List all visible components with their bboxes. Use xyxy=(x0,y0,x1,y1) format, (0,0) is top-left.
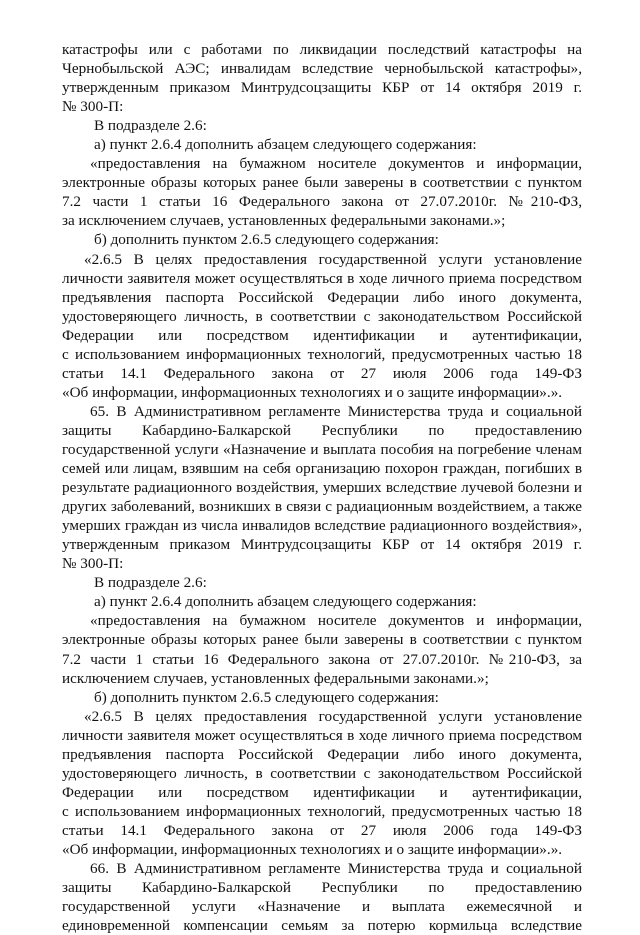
text-line: 65. В Административном регламенте Министерства труда и социальной xyxy=(90,402,582,420)
text-line: защиты Кабардино-Балкарской Республики по предоставлению xyxy=(62,421,582,439)
text-line: Федерации или посредством идентификации и аутентификации, xyxy=(62,326,582,344)
text-line: предъявления паспорта Российской Федерации либо иного документа, xyxy=(62,745,582,763)
text-line: личности заявителя может осуществляться в ходе личного приема посредством xyxy=(62,269,582,287)
text-line: катастрофы или с работами по ликвидации последствий катастрофы на xyxy=(62,41,582,58)
text-line: с использованием информационных технологий, предусмотренных частью 18 xyxy=(62,345,582,363)
text-line: других заболеваний, возникших в связи с радиационным воздействием, а также xyxy=(62,498,582,516)
text-line: № 300-П: xyxy=(62,98,124,116)
text-line: единовременной компенсации семьям за потерю кормильца вследствие xyxy=(62,917,582,935)
text-line: Чернобыльской АЭС; инвалидам вследствие чернобыльской катастрофы», xyxy=(62,60,582,78)
text-line: утвержденным приказом Минтрудсоцзащиты КБР от 14 октября 2019 г. xyxy=(62,79,582,97)
text-line: 7.2 части 1 статьи 16 Федерального закона от 27.07.2010г. №210-ФЗ, xyxy=(62,193,582,211)
text-line: В подразделе 2.6: xyxy=(94,574,207,592)
text-line: государственной услуги «Назначение и выплата пособия на погребение членам xyxy=(62,440,582,458)
text-line: «Об информации, информационных технологиях и о защите информации».». xyxy=(62,840,563,858)
text-line: 66. В Административном регламенте Министерства труда и социальной xyxy=(90,860,582,878)
text-line: 7.2 части 1 статьи 16 Федерального закона от 27.07.2010г. №210-ФЗ, за xyxy=(62,650,582,668)
text-line: «предоставления на бумажном носителе документов и информации, xyxy=(90,155,582,173)
text-line: утвержденным приказом Минтрудсоцзащиты КБР от 14 октября 2019 г. xyxy=(62,536,582,554)
text-line: удостоверяющего личность, в соответствии с законодательством Российской xyxy=(62,764,582,782)
text-line: статьи 14.1 Федерального закона от 27 июля 2006 года 149-ФЗ xyxy=(62,364,582,382)
text-line: «предоставления на бумажном носителе документов и информации, xyxy=(90,612,582,630)
text-line: личности заявителя может осуществляться в ходе личного приема посредством xyxy=(62,726,582,744)
text-line: результате радиационного воздействия, умерших вследствие лучевой болезни и xyxy=(62,479,582,497)
text-line: б) дополнить пунктом 2.6.5 следующего содержания: xyxy=(94,231,439,249)
text-line: с использованием информационных технологий, предусмотренных частью 18 xyxy=(62,802,582,820)
text-line: семей или лицам, взявшим на себя организацию похорон граждан, погибших в xyxy=(62,460,582,478)
text-line: статьи 14.1 Федерального закона от 27 июля 2006 года 149-ФЗ xyxy=(62,821,582,839)
text-line: № 300-П: xyxy=(62,555,124,573)
text-line: а) пункт 2.6.4 дополнить абзацем следующего содержания: xyxy=(94,136,477,154)
text-line: Федерации или посредством идентификации и аутентификации, xyxy=(62,783,582,801)
text-line: б) дополнить пунктом 2.6.5 следующего содержания: xyxy=(94,688,439,706)
text-line: исключением случаев, установленных федеральными законами.»; xyxy=(62,669,489,687)
text-line: умерших граждан из числа инвалидов вследствие радиационного воздействия», xyxy=(62,517,582,535)
text-line: удостоверяющего личность, в соответствии с законодательством Российской xyxy=(62,307,582,325)
text-line: предъявления паспорта Российской Федерации либо иного документа, xyxy=(62,288,582,306)
text-line: электронные образы которых ранее были заверены в соответствии с пунктом xyxy=(62,631,582,649)
text-line: за исключением случаев, установленных федеральными законами.»; xyxy=(62,212,506,230)
text-line: «2.6.5 В целях предоставления государственной услуги установление xyxy=(84,707,582,725)
text-line: электронные образы которых ранее были заверены в соответствии с пунктом xyxy=(62,174,582,192)
text-line: защиты Кабардино-Балкарской Республики по предоставлению xyxy=(62,879,582,897)
text-line: «Об информации, информационных технологиях и о защите информации».». xyxy=(62,383,563,401)
text-line: государственной услуги «Назначение и выплата ежемесячной и xyxy=(62,898,582,916)
document-body xyxy=(62,40,582,935)
text-line: а) пункт 2.6.4 дополнить абзацем следующего содержания: xyxy=(94,593,477,611)
text-line: В подразделе 2.6: xyxy=(94,117,207,135)
text-line: «2.6.5 В целях предоставления государственной услуги установление xyxy=(84,250,582,268)
